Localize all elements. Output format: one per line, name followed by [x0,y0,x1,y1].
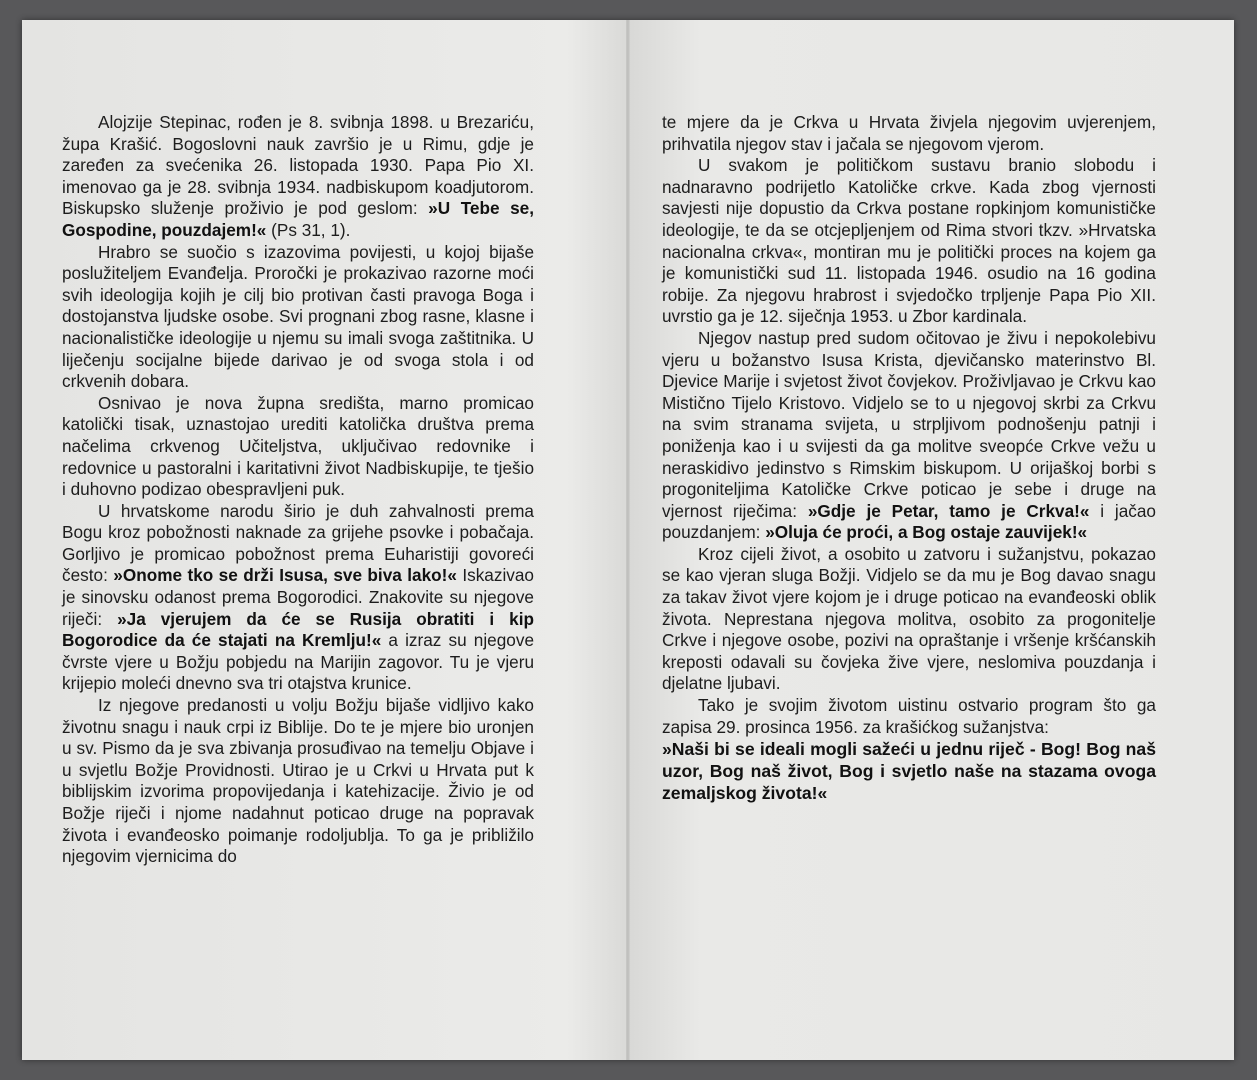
paragraph [662,328,1156,544]
text-run: Iskazivao je sinovsku odanost prema Bogorodici. Znakovite su njegove riječi: [62,565,534,629]
text-run: Osnivao je nova župna središta, marno promicao katolički tisak, uznastojao urediti katolička društva prema načelima crkvenog Učiteljstva, uključivao redovnike i redovnice u pastoralni i karitativni život Nadbiskupije, te tješio i duhovno podizao obespravljeni puk. [62,392,534,500]
text-run: U svakom je političkom sustavu branio slobodu i nadnaravno podrijetlo Katoličke crkve. Kada zbog vjernosti savjesti nije dopustio da Crkva postane ropkinjom komunističke ideologije, te da se otcjepljenjem od Rima stvori tkzv. »Hrvatska nacionalna crkva«, montiran mu je politički proces na kojem ga je komunistički sud 11. listopada 1946. osudio na 16 godina robije. Za njegovu hrabrost i svjedočko trpljenje Papa Pio XII. uvrstio ga je 12. siječnja 1953. u Zbor kardinala. [662,155,1156,327]
text-run: U hrvatskome narodu širio je duh zahvalnosti prema Bogu kroz pobožnosti naknade za grijehe psovke i pobačaja. Gorljivo je promicao pobožnost prema Euharistiji govoreći često: [62,500,534,586]
bold-quote: »Oluja će proći, a Bog ostaje zauvijek!« [765,522,1088,543]
paragraph [62,501,534,695]
text-run: Hrabro se suočio s izazovima povijesti, u kojoj bijaše poslužiteljem Evanđelja. Proročki je prokazivao razorne moći svih ideologija kojih je cilj bio protivan časti pravoga Boga i dostojanstva ljudske osobe. Svi prognani zbog rasne, klasne i nacionalističke ideologije u njemu su imali svoga zaštitnika. U liječenju socijalne bijede darivao je od svoga stola i od crkvenih dobara. [62,241,534,392]
paragraph [662,112,1156,155]
paragraph [62,695,534,868]
bold-quote: »Ja vjerujem da će se Rusija obratiti i kip Bogorodice da će stajati na Kremlju!« [62,608,534,651]
text-run: Iz njegove predanosti u volju Božju bijaše vidljivo kako životnu snagu i nauk crpi iz Biblije. Do te je mjere bio uronjen u sv. Pismo da je sva zbivanja prosuđivao na temelju Objave i u svjetlu Božje Providnosti. Utirao je u Crkvi u Hrvata put k biblijskim izvorima propovijedanja i katehizacije. Živio je od Božje riječi i njome nadahnut poticao druge na popravak života i evanđeosko poimanje rodoljublja. To ga je približilo njegovim vjernicima do [62,695,534,867]
text-run: Kroz cijeli život, a osobito u zatvoru i sužanjstvu, pokazao se kao vjeran sluga Božji. Vidjelo se da mu je Bog davao snagu za takav život vjere kojom je i druge poticao na evanđeoski oblik života. Neprestana njegova molitva, osobito za progonitelje Crkve i njegove osobe, pozivi na opraštanje i vršenje kršćanskih kreposti odavali su čovjeka žive vjere, neslomiva pouzdanja i djelatne ljubavi. [662,543,1156,694]
text-run: te mjere da je Crkva u Hrvata živjela njegovim uvjerenjem, prihvatila njegov stav i jačala se njegovom vjerom. [662,112,1156,154]
left-page-text [62,112,534,868]
text-run: Alojzije Stepinac, rođen je 8. svibnja 1898. u Brezariću, župa Krašić. Bogoslovni nauk završio je u Rimu, gdje je zaređen za svećenika 26. listopada 1930. Papa Pio XI. imenovao ga je 28. svibnja 1934. nadbiskupom koadjutorom. Biskupsko služenje proživio je pod geslom: [62,112,534,219]
text-run: Tako je svojim životom uistinu ostvario program što ga zapisa 29. prosinca 1956. za krašićkog sužanjstva: [662,695,1156,737]
bold-quote: »Gdje je Petar, tamo je Crkva!« [807,500,1090,521]
paragraph [662,695,1156,738]
paragraph [62,393,534,501]
bold-quote: »Naši bi se ideali mogli sažeći u jednu riječ - Bog! Bog naš uzor, Bog naš život, Bog i svjetlo naše na stazama ovoga zemaljskog života!« [662,739,1156,804]
bold-quote: »U Tebe se, Gospodine, pouzdajem!« [62,198,534,240]
paragraph [662,544,1156,695]
text-run: i jačao pouzdanjem: [662,500,1156,543]
bold-quote: »Onome tko se drži Isusa, sve biva lako!« [113,565,457,586]
paragraph [62,112,534,242]
paragraph [662,738,1156,804]
text-run: (Ps 31, 1). [266,219,351,240]
right-page-text [662,112,1156,804]
page-fold [626,20,630,1060]
text-run: a izraz su njegove čvrste vjere u Božju pobjedu na Marijin zagovor. Tu je vjeru krijepio moleći dnevno sva tri otajstva krunice. [62,630,535,694]
text-run: Njegov nastup pred sudom očitovao je živu i nepokolebivu vjeru u božanstvo Isusa Krista, djevičansko materinstvo Bl. Djevice Marije i svjetost život čovjekov. Proživljavao je Crkvu kao Mistično Tijelo Kristovo. Vidjelo se to u njegovoj skrbi za Crkvu na svim stranama svijeta, u strpljivom podnošenju patnji i poniženja kao i u svijesti da ga molitve sveopće Crkve vežu u neraskidivo jedinstvo s Rimskim biskupom. U orijaškoj borbi s progoniteljima Katoličke Crkve poticao je sebe i druge na vjernost riječima: [662,327,1156,521]
paragraph [662,155,1156,328]
paragraph [62,242,534,393]
